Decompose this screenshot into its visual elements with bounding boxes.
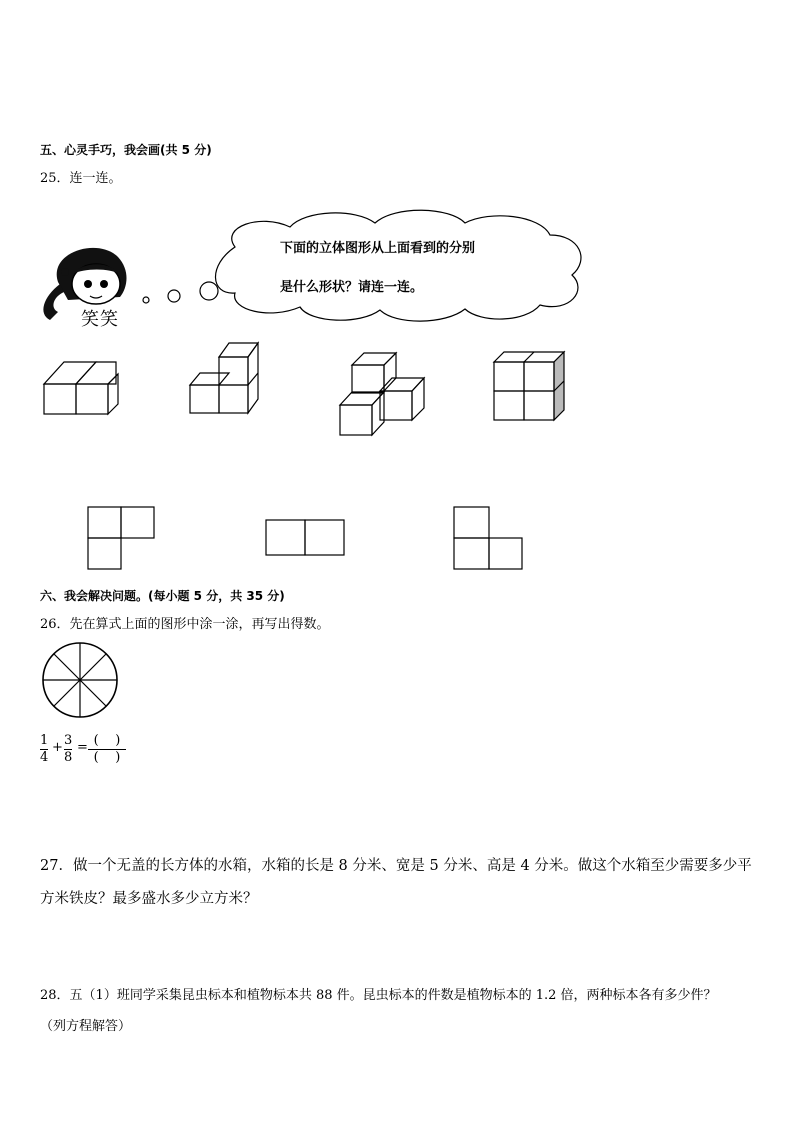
circle-divided-in-eighths[interactable]: [41, 641, 121, 721]
thought-dot-large: [200, 282, 218, 300]
bubble-text-line-1: 下面的立体图形从上面看到的分别: [280, 241, 476, 256]
fraction-1-denominator: 4: [40, 750, 49, 765]
top-view-shape-1: [87, 506, 159, 572]
question-26: 26．先在算式上面的图形中涂一涂，再写出得数。: [40, 617, 330, 632]
top-view-shape-3: [453, 506, 527, 572]
equals-sign: =: [77, 740, 88, 755]
fraction-1-numerator: 1: [40, 733, 49, 748]
answer-denominator-blank[interactable]: ( ): [93, 750, 121, 765]
question-28-note: （列方程解答）: [40, 1019, 132, 1034]
question-28: 28．五（1）班同学采集昆虫标本和植物标本共 88 件。昆虫标本的件数是植物标本的 1.2 倍，两种标本各有多少件？: [40, 988, 717, 1003]
thought-dot-medium: [168, 290, 180, 302]
top-view-shape-2: [265, 519, 349, 557]
section-5-title: 五、心灵手巧，我会画(共 5 分): [40, 143, 212, 157]
fraction-2-numerator: 3: [64, 733, 73, 748]
thought-dot-small: [143, 297, 149, 303]
fraction-three-eighths: [64, 733, 72, 766]
solid-figure-2: [186, 340, 266, 418]
plus-sign: +: [52, 740, 63, 755]
solid-figure-3: [336, 348, 431, 440]
solid-figure-1: [40, 356, 130, 418]
character-caption: 笑笑: [81, 309, 119, 330]
bubble-text-line-2: 是什么形状？请连一连。: [280, 280, 424, 295]
answer-numerator-blank[interactable]: ( ): [93, 733, 121, 748]
fraction-2-denominator: 8: [64, 750, 73, 765]
question-25: 25．连一连。: [40, 171, 122, 186]
cloud-shape: [215, 210, 580, 321]
answer-blank-fraction[interactable]: [88, 733, 126, 766]
solid-figure-4: [490, 350, 570, 424]
fraction-one-quarter: [40, 733, 48, 766]
thought-bubble: [140, 205, 590, 325]
section-6-title: 六、我会解决问题。(每小题 5 分，共 35 分): [40, 589, 285, 603]
question-27: 27．做一个无盖的长方体的水箱，水箱的长是 8 分米、宽是 5 分米、高是 4 分米。做这个水箱至少需要多少平方米铁皮？最多盛水多少立方米？: [40, 858, 752, 907]
